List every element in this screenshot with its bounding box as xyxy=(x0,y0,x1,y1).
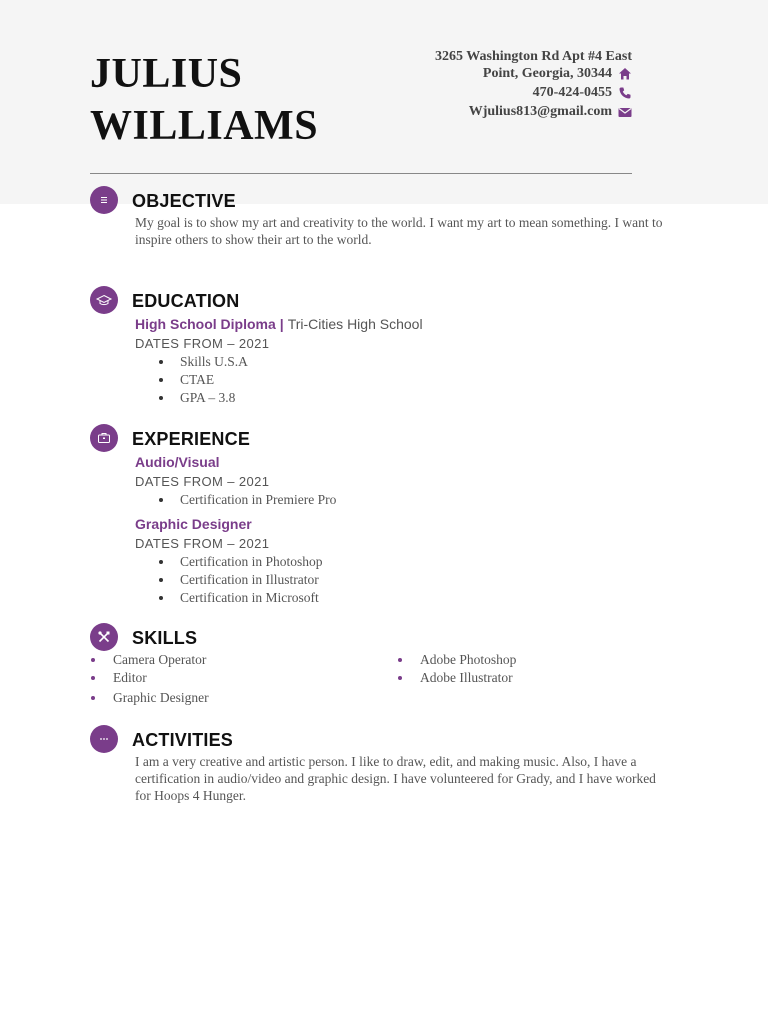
list-icon xyxy=(90,186,118,214)
activities-title: ACTIVITIES xyxy=(132,730,234,750)
list-item: Certification in Illustrator xyxy=(135,571,535,589)
separator: | xyxy=(279,316,284,332)
home-icon xyxy=(618,67,632,81)
phone-number[interactable]: 470-424-0455 xyxy=(532,85,612,100)
name-block xyxy=(90,48,319,149)
tools-icon xyxy=(90,623,118,651)
list-item: Skills U.S.A xyxy=(135,353,435,371)
degree: High School Diploma xyxy=(135,316,276,332)
ellipsis-icon xyxy=(90,725,118,753)
list-item: Camera Operator xyxy=(90,651,370,669)
list-item: Adobe Photoshop xyxy=(397,651,657,669)
header-divider xyxy=(90,173,632,174)
phone-row xyxy=(435,84,632,101)
objective-text: My goal is to show my art and creativity to the world. I want my art to mean something. I want to inspire others to show their art to the world. xyxy=(135,215,663,247)
education-list xyxy=(135,353,435,407)
skills-list-right xyxy=(397,651,657,689)
contact-block xyxy=(435,48,632,120)
skills-section xyxy=(90,623,690,713)
activities-text: I am a very creative and artistic person. I like to draw, edit, and making music. Also, I have a certification in audio/video and graphic design. I have volunteered for Grady, and I have worked for Hoops 4 Hunger. xyxy=(135,754,656,803)
education-heading xyxy=(135,316,423,334)
skills-list-left xyxy=(90,651,370,707)
last-name: WILLIAMS xyxy=(90,103,319,149)
skills-title: SKILLS xyxy=(132,628,198,648)
list-item: Certification in Photoshop xyxy=(135,553,535,571)
first-name: JULIUS xyxy=(90,51,243,97)
education-title: EDUCATION xyxy=(132,291,240,311)
phone-icon xyxy=(618,86,632,100)
objective-title: OBJECTIVE xyxy=(132,191,236,211)
list-item: Adobe Illustrator xyxy=(397,669,657,689)
email-address[interactable]: Wjulius813@gmail.com xyxy=(468,104,612,119)
list-item: Editor xyxy=(90,669,370,689)
address-line-1: 3265 Washington Rd Apt #4 East xyxy=(435,49,632,64)
job-title-audio-visual: Audio/Visual xyxy=(135,454,220,470)
job-list-graphic-designer xyxy=(135,553,535,607)
list-item: Certification in Premiere Pro xyxy=(135,491,535,509)
list-item: Graphic Designer xyxy=(90,689,370,707)
address-line-2: Point, Georgia, 30344 xyxy=(435,65,632,82)
education-dates: DATES FROM – 2021 xyxy=(135,336,270,351)
list-item: GPA – 3.8 xyxy=(135,389,435,407)
job-list-audio-visual xyxy=(135,491,535,509)
list-item: CTAE xyxy=(135,371,435,389)
job-dates: DATES FROM – 2021 xyxy=(135,536,270,551)
job-dates: DATES FROM – 2021 xyxy=(135,474,270,489)
job-title-graphic-designer: Graphic Designer xyxy=(135,516,252,532)
school-name: Tri-Cities High School xyxy=(287,316,423,332)
email-row xyxy=(435,103,632,120)
briefcase-icon xyxy=(90,424,118,452)
email-icon xyxy=(618,105,632,119)
experience-title: EXPERIENCE xyxy=(132,429,251,449)
graduation-cap-icon xyxy=(90,286,118,314)
list-item: Certification in Microsoft xyxy=(135,589,535,607)
